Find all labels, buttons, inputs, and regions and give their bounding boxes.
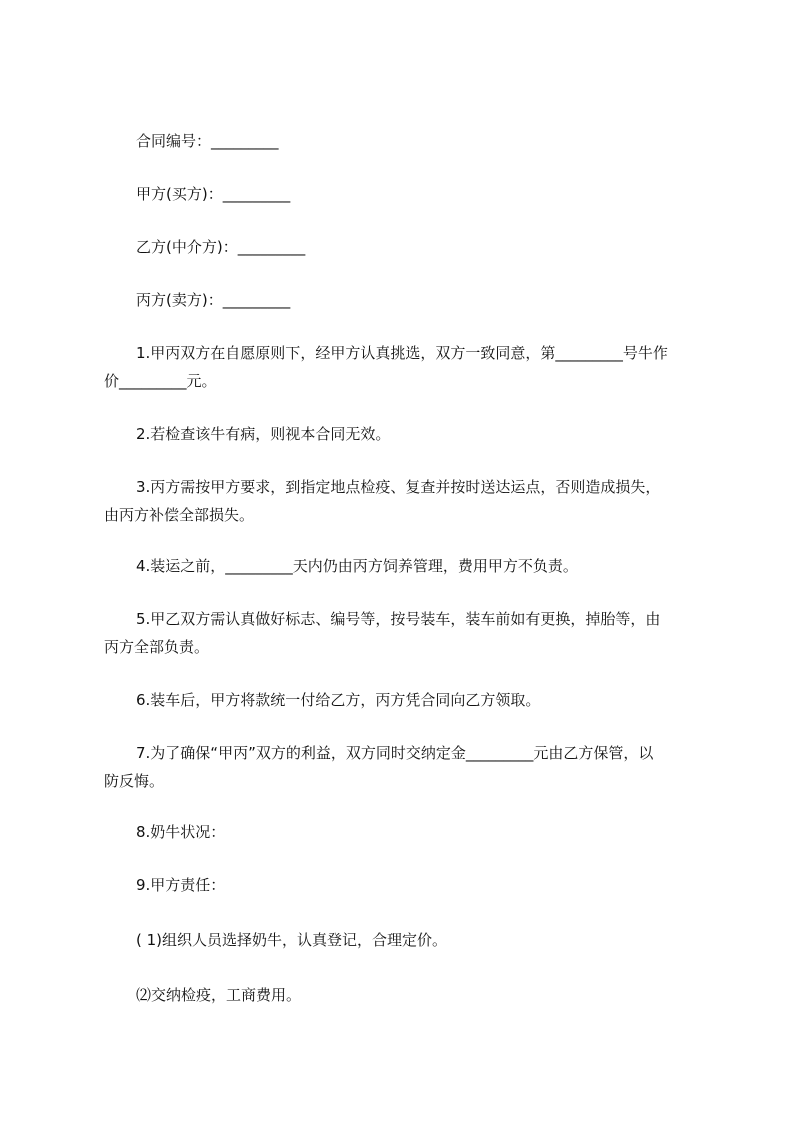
- contract-number-field: 合同编号：_________: [136, 132, 279, 150]
- party-a-field: 甲方(买方)：_________: [136, 185, 291, 203]
- clause-8: 8.奶牛状况：: [136, 823, 226, 841]
- clause-5-line-2: 丙方全部负责。: [104, 638, 210, 656]
- clause-1-line-2: 价_________元。: [104, 372, 217, 390]
- clause-9-item-2: ⑵交纳检疫，工商费用。: [136, 986, 302, 1004]
- clause-4: 4.装运之前，_________天内仍由丙方饲养管理，费用甲方不负责。: [136, 557, 578, 575]
- clause-7-line-2: 防反悔。: [104, 772, 165, 790]
- clause-6: 6.装车后，甲方将款统一付给乙方，丙方凭合同向乙方领取。: [136, 691, 541, 709]
- party-b-field: 乙方(中介方)：_________: [136, 238, 306, 256]
- clause-9-item-1: ( 1)组织人员选择奶牛，认真登记，合理定价。: [136, 931, 448, 949]
- clause-1-line-1: 1.甲丙双方在自愿原则下，经甲方认真挑选，双方一致同意，第_________号牛作: [136, 344, 668, 362]
- clause-7-line-1: 7.为了确保“甲丙”双方的利益，双方同时交纳定金_________元由乙方保管，以: [136, 744, 654, 762]
- clause-2: 2.若检查该牛有病，则视本合同无效。: [136, 425, 391, 443]
- clause-3-line-2: 由丙方补偿全部损失。: [104, 506, 255, 524]
- clause-3-line-1: 3.丙方需按甲方要求，到指定地点检疫、复查并按时送达运点，否则造成损失，: [136, 478, 661, 496]
- party-c-field: 丙方(卖方)：_________: [136, 291, 291, 309]
- clause-5-line-1: 5.甲乙双方需认真做好标志、编号等，按号装车，装车前如有更换，掉胎等，由: [136, 610, 661, 628]
- clause-9: 9.甲方责任：: [136, 876, 226, 894]
